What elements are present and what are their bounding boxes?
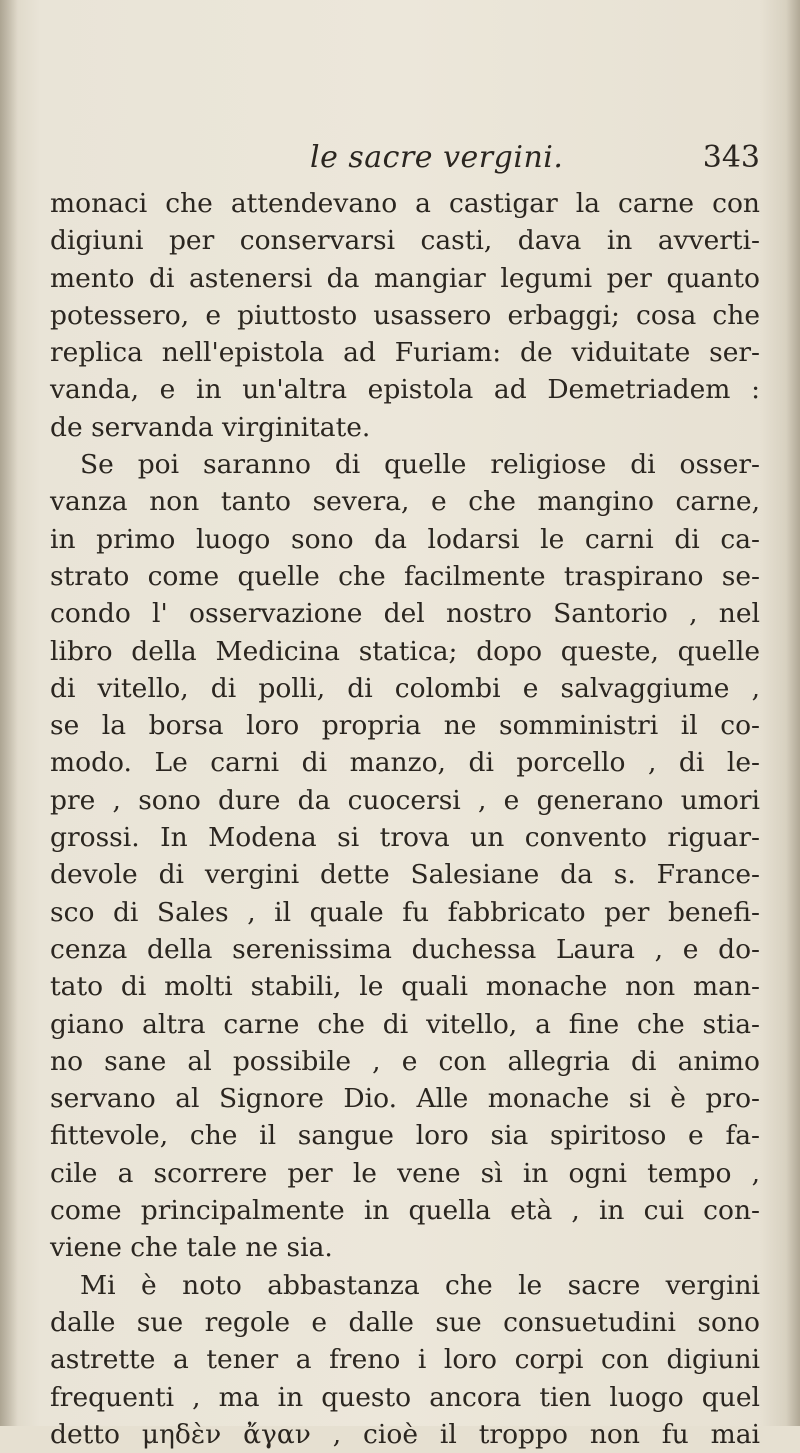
text-line: monaci che attendevano a castigar la carne con [50, 188, 760, 219]
text-line: Se poi saranno di quelle religiose di osser- [80, 449, 760, 481]
text-line: mento di astenersi da mangiar legumi per quanto [50, 262, 760, 294]
text-line: vanza non tanto severa, e che mangino carne, [50, 486, 760, 518]
text-line: frequenti , ma in questo ancora tien luogo quel [50, 1381, 760, 1413]
text-line: tato di molti stabili, le quali monache non man- [50, 971, 760, 1003]
text-line: se la borsa loro propria ne somministri il co- [50, 710, 760, 742]
page-header [40, 140, 760, 184]
text-line: de servanda virginitate. [50, 411, 371, 443]
text-line: Mi è noto abbastanza che le sacre vergini [80, 1269, 760, 1301]
text-line: viene che tale ne sia. [50, 1232, 333, 1264]
page-edge [786, 0, 800, 1426]
text-line: pre , sono dure da cuocersi , e generano umori [50, 784, 760, 816]
text-line: libro della Medicina statica; dopo queste, quelle [50, 635, 760, 667]
text-line: condo l' osservazione del nostro Santorio , nel [50, 598, 760, 630]
text-line: modo. Le carni di manzo, di porcello , di le- [50, 747, 760, 779]
text-line: fittevole, che il sangue loro sia spiritoso e fa- [50, 1120, 760, 1152]
text-line: dalle sue regole e dalle sue consuetudini sono [50, 1306, 760, 1338]
text-line: potessero, e piuttosto usassero erbaggi; cosa che [50, 299, 760, 331]
page-number: 343 [702, 140, 760, 175]
text-line: vanda, e in un'altra epistola ad Demetriadem : [50, 374, 760, 406]
text-line: cile a scorrere per le vene sì in ogni tempo , [50, 1157, 760, 1189]
text-line: astrette a tener a freno i loro corpi con digiuni [50, 1344, 760, 1376]
gutter-shadow [0, 0, 18, 1426]
running-head: le sacre vergini. [310, 140, 564, 175]
text-line: digiuni per conservarsi casti, dava in avverti- [50, 225, 760, 257]
text-line: strato come quelle che facilmente traspirano se- [50, 560, 760, 592]
text-line: detto μηδὲν ἄγαν , cioè il troppo non fu mai [50, 1418, 760, 1450]
text-line: grossi. In Modena si trova un convento riguar- [50, 822, 760, 854]
text-line: no sane al possibile , e con allegria di animo [50, 1045, 760, 1077]
text-line: come principalmente in quella età , in cui con- [50, 1195, 760, 1227]
text-line: cenza della serenissima duchessa Laura , e do- [50, 933, 760, 965]
body-text [50, 185, 760, 1453]
text-line: sco di Sales , il quale fu fabbricato per benefi- [50, 896, 760, 928]
text-line: servano al Signore Dio. Alle monache si è pro- [50, 1083, 760, 1115]
text-line: in primo luogo sono da lodarsi le carni di ca- [50, 523, 760, 555]
text-line: replica nell'epistola ad Furiam: de viduitate ser- [50, 337, 760, 369]
text-line: giano altra carne che di vitello, a fine che stia- [50, 1008, 760, 1040]
text-line: di vitello, di polli, di colombi e salvaggiume , [50, 672, 760, 704]
text-line: devole di vergini dette Salesiane da s. France- [50, 859, 760, 891]
